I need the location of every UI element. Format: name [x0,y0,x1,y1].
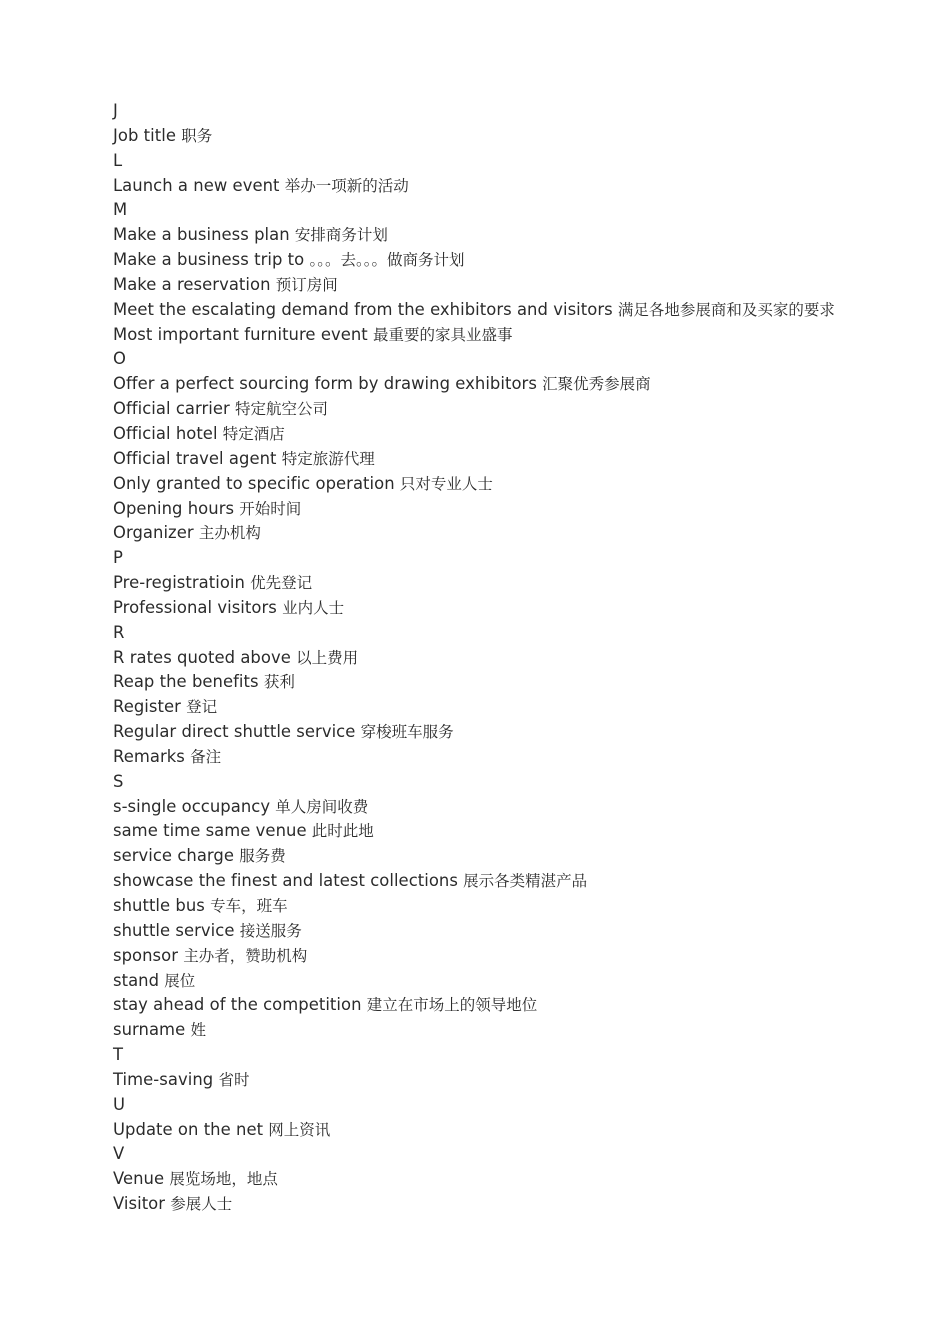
glossary-entry [113,422,863,447]
glossary-entry [113,695,863,720]
entry-english: shuttle service [113,920,235,940]
glossary-entry [113,869,863,894]
entry-english: Regular direct shuttle service [113,722,356,742]
entry-chinese: 特定旅游代理 [281,449,375,468]
entry-chinese: 穿梭班车服务 [360,723,454,742]
glossary-entry [113,1192,863,1217]
letter-heading [113,621,863,646]
glossary-entry [113,472,863,497]
entry-english: Visitor [113,1194,166,1214]
glossary-page [113,99,863,1217]
entry-chinese: 特定航空公司 [235,400,329,419]
letter-heading-text: L [113,150,123,170]
entry-english: Most important furniture event [113,324,368,344]
glossary-entry [113,919,863,944]
glossary-entry [113,521,863,546]
entry-english: Update on the net [113,1119,264,1139]
glossary-entry [113,248,863,273]
glossary-entry [113,174,863,199]
letter-heading-text: O [113,349,126,369]
entry-chinese: 特定酒店 [222,424,285,443]
entry-english: Meet the escalating demand from the exhibitors and visitors [113,299,613,319]
entry-english: Remarks [113,746,185,766]
entry-english: surname [113,1020,186,1040]
glossary-entry [113,993,863,1018]
entry-chinese: 。。。去。。。做商务计划 [309,251,465,270]
entry-chinese: 汇聚优秀参展商 [542,375,651,394]
entry-chinese: 开始时间 [239,499,302,518]
entry-english: Launch a new event [113,175,280,195]
letter-heading-text: V [113,1144,125,1164]
letter-heading [113,1043,863,1068]
entry-english: service charge [113,846,235,866]
entry-english: Make a business plan [113,225,290,245]
entry-english: Organizer [113,523,194,543]
entry-chinese: 展览场地，地点 [169,1170,278,1189]
entry-english: showcase the finest and latest collections [113,871,458,891]
entry-chinese: 姓 [190,1021,206,1040]
entry-chinese: 只对专业人士 [399,474,493,493]
letter-heading-text: M [113,200,128,220]
entry-english: Official carrier [113,399,230,419]
letter-heading [113,1142,863,1167]
entry-english: Make a reservation [113,274,271,294]
glossary-entry [113,323,863,348]
entry-chinese: 举办一项新的活动 [284,176,409,195]
letter-heading [113,546,863,571]
glossary-entry [113,273,863,298]
glossary-entry [113,819,863,844]
glossary-entry [113,745,863,770]
letter-heading-text: R [113,622,125,642]
letter-heading [113,149,863,174]
entry-chinese: 接送服务 [239,921,302,940]
entry-chinese: 安排商务计划 [294,226,388,245]
entry-english: Offer a perfect sourcing form by drawing exhibitors [113,374,537,394]
glossary-entry [113,1118,863,1143]
glossary-entry [113,844,863,869]
entry-chinese: 展示各类精湛产品 [463,872,588,891]
entry-chinese: 获利 [263,673,295,692]
entry-chinese: 主办者，赞助机构 [183,946,308,965]
entry-english: Only granted to specific operation [113,473,395,493]
glossary-entry [113,298,863,323]
letter-heading [113,1093,863,1118]
entry-english: Time-saving [113,1069,214,1089]
entry-chinese: 主办机构 [198,524,261,543]
entry-english: Professional visitors [113,597,277,617]
entry-chinese: 业内人士 [282,598,345,617]
entry-chinese: 优先登记 [250,574,313,593]
glossary-entry [113,372,863,397]
entry-english: stand [113,970,160,990]
glossary-entry [113,497,863,522]
letter-heading [113,198,863,223]
entry-english: same time same venue [113,821,307,841]
entry-english: Job title [113,125,176,145]
letter-heading [113,347,863,372]
entry-english: stay ahead of the competition [113,995,362,1015]
entry-english: s-single occupancy [113,796,271,816]
glossary-entry [113,223,863,248]
entry-english: Official travel agent [113,448,277,468]
glossary-entry [113,124,863,149]
letter-heading-text: P [113,548,123,568]
entry-chinese: 建立在市场上的领导地位 [366,996,538,1015]
letter-heading-text: U [113,1094,126,1114]
letter-heading-text: S [113,771,124,791]
glossary-entry [113,944,863,969]
entry-english: shuttle bus [113,896,205,915]
entry-english: Pre-registratioin [113,573,245,593]
entry-chinese: 满足各地参展商和及买家的要求 [617,300,835,319]
entry-chinese: 预订房间 [275,275,338,294]
entry-english: sponsor [113,945,179,965]
glossary-entry [113,969,863,994]
glossary-entry [113,1018,863,1043]
entry-chinese: 省时 [218,1070,250,1089]
glossary-entry [113,795,863,820]
glossary-entry [113,397,863,422]
glossary-entry [113,447,863,472]
entry-english: Reap the benefits [113,672,259,692]
entry-chinese: 以上费用 [296,648,359,667]
entry-chinese: 备注 [190,747,222,766]
glossary-entry [113,720,863,745]
entry-english: R rates quoted above [113,647,291,667]
entry-english: Make a business trip to [113,250,305,270]
glossary-entry [113,646,863,671]
glossary-entry [113,894,863,919]
glossary-entry [113,571,863,596]
letter-heading [113,770,863,795]
entry-chinese: 参展人士 [170,1195,233,1214]
glossary-entry [113,670,863,695]
entry-chinese: 网上资讯 [268,1120,331,1139]
entry-chinese: 最重要的家具业盛事 [372,325,513,344]
glossary-entry [113,1167,863,1192]
entry-english: Venue [113,1169,165,1189]
entry-chinese: 专车，班车 [210,897,288,915]
entry-chinese: 职务 [181,126,213,145]
entry-english: Official hotel [113,423,218,443]
letter-heading-text: T [113,1045,124,1065]
glossary-entry [113,596,863,621]
entry-english: Register [113,697,181,717]
entry-chinese: 此时此地 [311,822,374,841]
entry-chinese: 服务费 [239,847,286,866]
letter-heading-text: J [113,101,118,120]
entry-chinese: 展位 [164,971,196,990]
entry-english: Opening hours [113,498,235,518]
entry-chinese: 登记 [186,698,218,717]
entry-chinese: 单人房间收费 [275,797,369,816]
letter-heading [113,99,863,124]
glossary-entry [113,1068,863,1093]
